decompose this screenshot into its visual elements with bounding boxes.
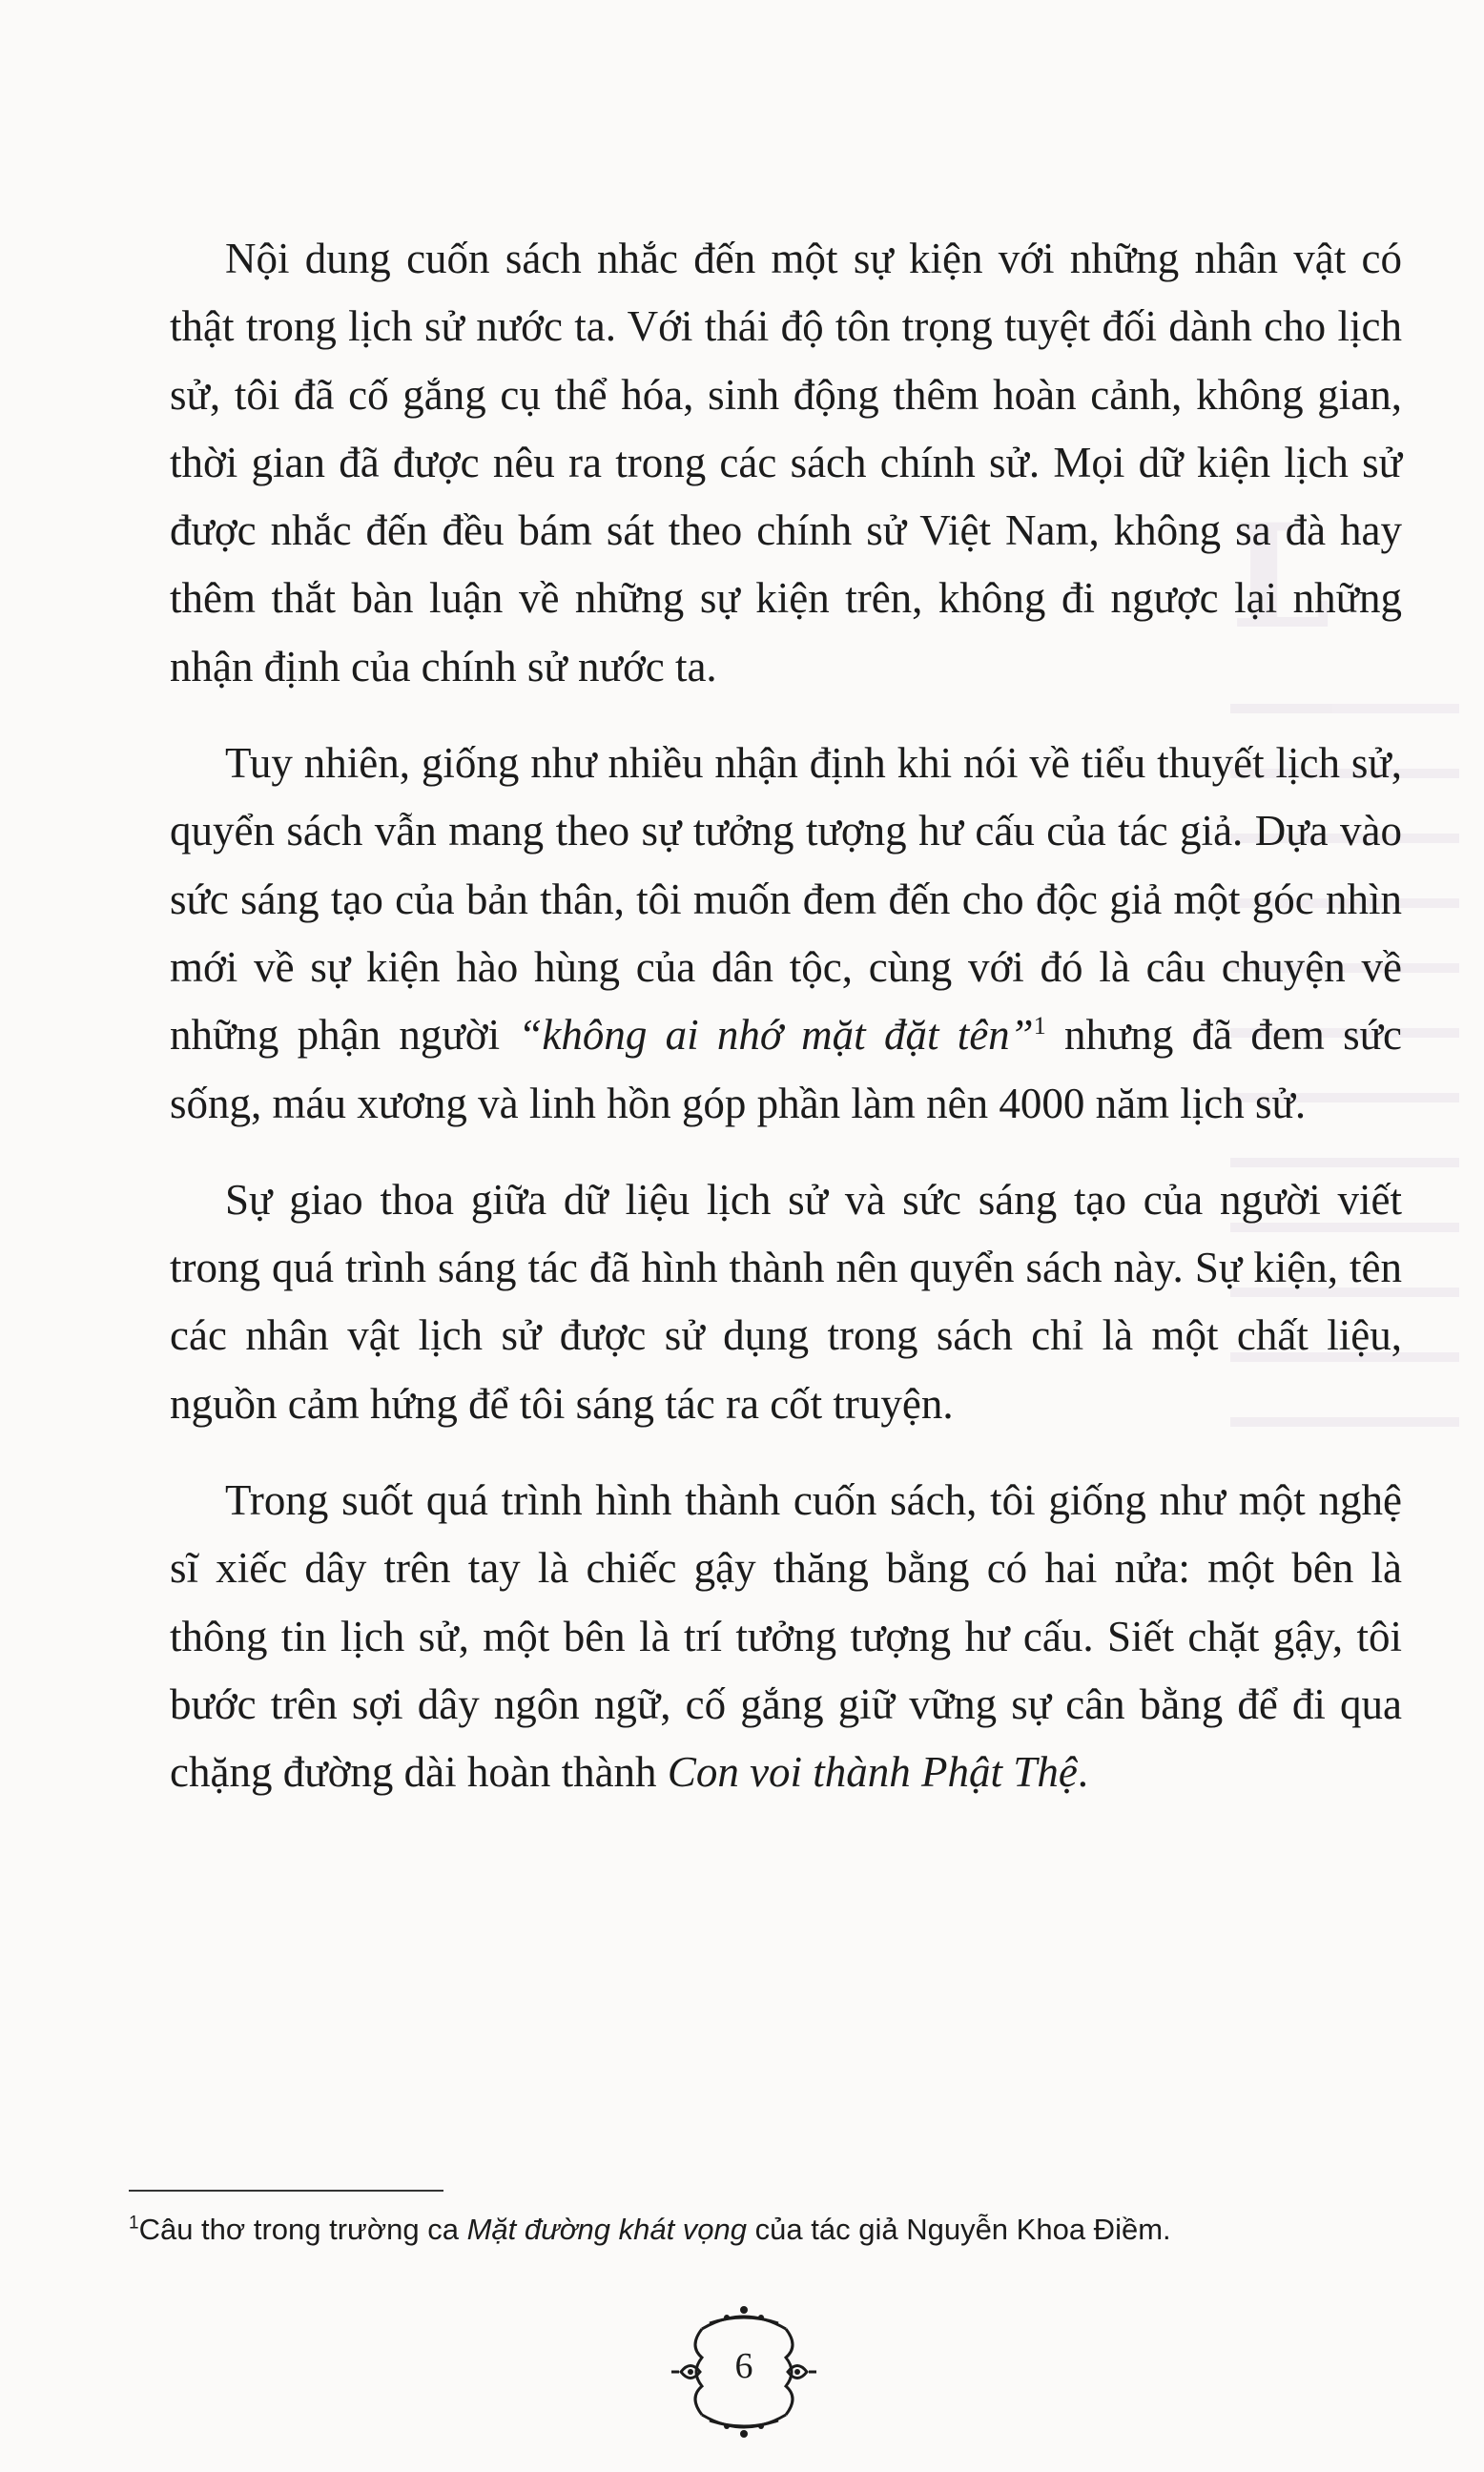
paragraph-1 [170,225,1402,701]
paragraph-text: Trong suốt quá trình hình thành cuốn sách, tôi giống như một nghệ sĩ xiếc dây trên tay là chiếc gậy thăng bằng có hai nửa: một bên là thông tin lịch sử, một bên là trí tưởng tượng hư cấu. Siết chặt gậy, tôi bước trên sợi dây ngôn ngữ, cố gắng giữ vững sự cân bằng để đi qua chặng đường dài hoàn thành [170,1476,1402,1797]
footnote-work-title: Mặt đường khát vọng [466,2213,748,2246]
footnote-marker: 1 [129,2213,139,2234]
page-number: 6 [734,2346,753,2386]
paragraph-text: nhưng đã đem sức sống, máu xương và linh hồn góp phần làm nên 4000 năm lịch sử. [170,1011,1402,1127]
page-number-ornament [668,2300,820,2443]
bleed-through-glyph: L [1230,493,1331,661]
paragraph-text: Sự giao thoa giữa dữ liệu lịch sử và sức sáng tạo của người viết trong quá trình sáng tác đã hình thành nên quyển sách này. Sự kiện, tên các nhân vật lịch sử được sử dụng trong sách chỉ là một chất liệu, nguồn cảm hứng để tôi sáng tác ra cốt truyện. [170,1175,1402,1428]
italic-quote: “không ai nhớ mặt đặt tên” [518,1011,1034,1060]
footnote-reference[interactable]: 1 [1033,1012,1046,1040]
paragraph-text: Tuy nhiên, giống như nhiều nhận định khi nói về tiểu thuyết lịch sử, quyển sách vẫn mang theo sự tưởng tượng hư cấu của tác giả. Dựa vào sức sáng tạo của bản thân, tôi muốn đem đến cho độc giả một góc nhìn mới về sự kiện hào hùng của dân tộc, cùng với đó là câu chuyện về những phận người [170,739,1402,1060]
paragraph-3 [170,1166,1402,1438]
paragraph-text: Nội dung cuốn sách nhắc đến một sự kiện với những nhân vật có thật trong lịch sử nước ta. Với thái độ tôn trọng tuyệt đối dành cho lịch sử, tôi đã cố gắng cụ thể hóa, sinh động thêm hoàn cảnh, không gian, thời gian đã được nêu ra trong các sách chính sử. Mọi dữ kiện lịch sử được nhắc đến đều bám sát theo chính sử Việt Nam, không sa đà hay thêm thắt bàn luận về những sự kiện trên, không đi ngược lại những nhận định của chính sử nước ta. [170,235,1402,690]
footnote-divider [129,2190,443,2192]
paragraph-text: . [1077,1748,1089,1797]
footnote-text: Câu thơ trong trường ca [138,2213,467,2246]
body-text [170,225,1402,1807]
footnote [129,2211,1464,2249]
paragraph-2 [170,730,1402,1138]
paragraph-4 [170,1467,1402,1806]
footnote-text: của tác giả Nguyễn Khoa Điềm. [747,2213,1171,2246]
book-title-reference: Con voi thành Phật Thệ [667,1748,1078,1797]
